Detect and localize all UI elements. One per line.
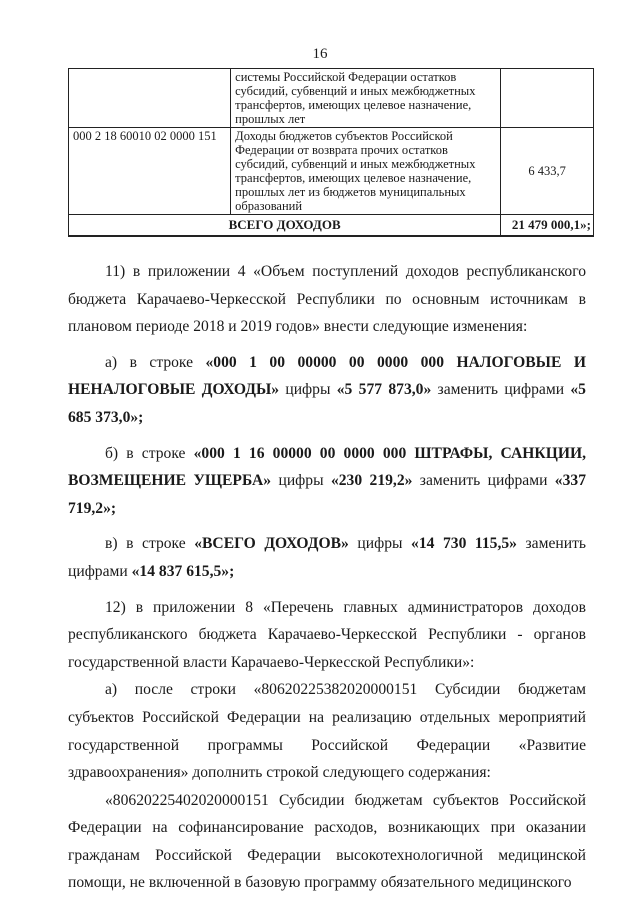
table-row xyxy=(69,128,594,215)
bold-run: «000 1 16 00000 00 0000 000 ШТРАФЫ, САНКЦИИ, ВОЗМЕЩЕНИЕ УЩЕРБА» xyxy=(68,444,586,490)
text-run: цифры xyxy=(279,381,337,399)
row-amount: 6 433,7 xyxy=(501,128,594,215)
paragraph-12-quote: «80620225402020000151 Субсидии бюджетам субъектов Российской Федерации на софинансирование расходов, возникающих при оказании гражданам Российской Федерации высокотехнологичной медицинской помощи, не включенной в базовую программу обязательного медицинского xyxy=(68,791,586,892)
bold-run: «230 219,2» xyxy=(330,472,413,490)
description-line: прошлых лет xyxy=(235,112,306,126)
paragraph-11: 11) в приложении 4 «Объем поступлений доходов республиканского бюджета Карачаево-Черкесской Республики по основным источникам в плановом периоде 2018 и 2019 годов» внести следующие изменения: xyxy=(68,263,586,336)
description-line: субсидий, субвенций и иных межбюджетных xyxy=(235,84,476,98)
description-line: образований xyxy=(235,199,303,213)
row-description xyxy=(231,69,501,128)
text-run: заменить цифрами xyxy=(431,381,571,399)
description-line: трансфертов, имеющих целевое назначение, xyxy=(235,98,472,112)
total-value: 21 479 000,1»; xyxy=(501,215,594,237)
text-run: цифры xyxy=(271,472,331,490)
bold-run: «5 577 873,0» xyxy=(336,381,432,399)
page-number: 16 xyxy=(312,46,328,62)
bold-run: «14 730 115,5» xyxy=(411,535,517,553)
paragraph-11b xyxy=(68,440,586,523)
description-line: Доходы бюджетов субъектов Российской xyxy=(235,129,453,143)
table-total-row xyxy=(69,215,594,237)
income-table xyxy=(68,68,594,237)
bold-run: «14 837 615,5»; xyxy=(131,562,235,580)
row-amount xyxy=(501,69,594,128)
description-line: прошлых лет из бюджетов муниципальных xyxy=(235,185,466,199)
paragraph-12a: а) после строки «80620225382020000151 Субсидии бюджетам субъектов Российской Федерации на реализацию отдельных мероприятий государственной программы Российской Федерации «Развитие здравоохранения» дополнить строкой следующего содержания: xyxy=(68,681,586,782)
document-body xyxy=(68,258,586,897)
text-run: заменить цифрами xyxy=(68,535,586,580)
total-label: ВСЕГО ДОХОДОВ xyxy=(69,215,501,237)
bold-run: «337 719,2»; xyxy=(68,472,586,517)
row-description xyxy=(231,128,501,215)
text-run: заменить цифрами xyxy=(412,472,555,490)
text-run: цифры xyxy=(348,535,412,553)
description-line: системы Российской Федерации остатков xyxy=(235,70,457,84)
table-row xyxy=(69,69,594,128)
bold-run: «5 685 373,0»; xyxy=(68,381,586,426)
description-line: трансфертов, имеющих целевое назначение, xyxy=(235,171,472,185)
row-code: 000 2 18 60010 02 0000 151 xyxy=(69,128,231,215)
bold-run: «000 1 00 00000 00 0000 000 НАЛОГОВЫЕ И НЕНАЛОГОВЫЕ ДОХОДЫ» xyxy=(68,353,586,399)
paragraph-12: 12) в приложении 8 «Перечень главных администраторов доходов республиканского бюджета Карачаево-Черкесской Республики - органов государственной власти Карачаево-Черкесской Республики»: xyxy=(68,598,586,671)
description-line: субсидий, субвенций и иных межбюджетных xyxy=(235,157,476,171)
text-run: в) в строке xyxy=(105,535,195,553)
text-run: б) в строке xyxy=(105,444,194,462)
row-code xyxy=(69,69,231,128)
bold-run: «ВСЕГО ДОХОДОВ» xyxy=(194,535,349,553)
description-line: Федерации от возврата прочих остатков xyxy=(235,143,448,157)
paragraph-11a xyxy=(68,349,586,432)
paragraph-11v xyxy=(68,530,586,585)
text-run: а) в строке xyxy=(105,353,206,371)
